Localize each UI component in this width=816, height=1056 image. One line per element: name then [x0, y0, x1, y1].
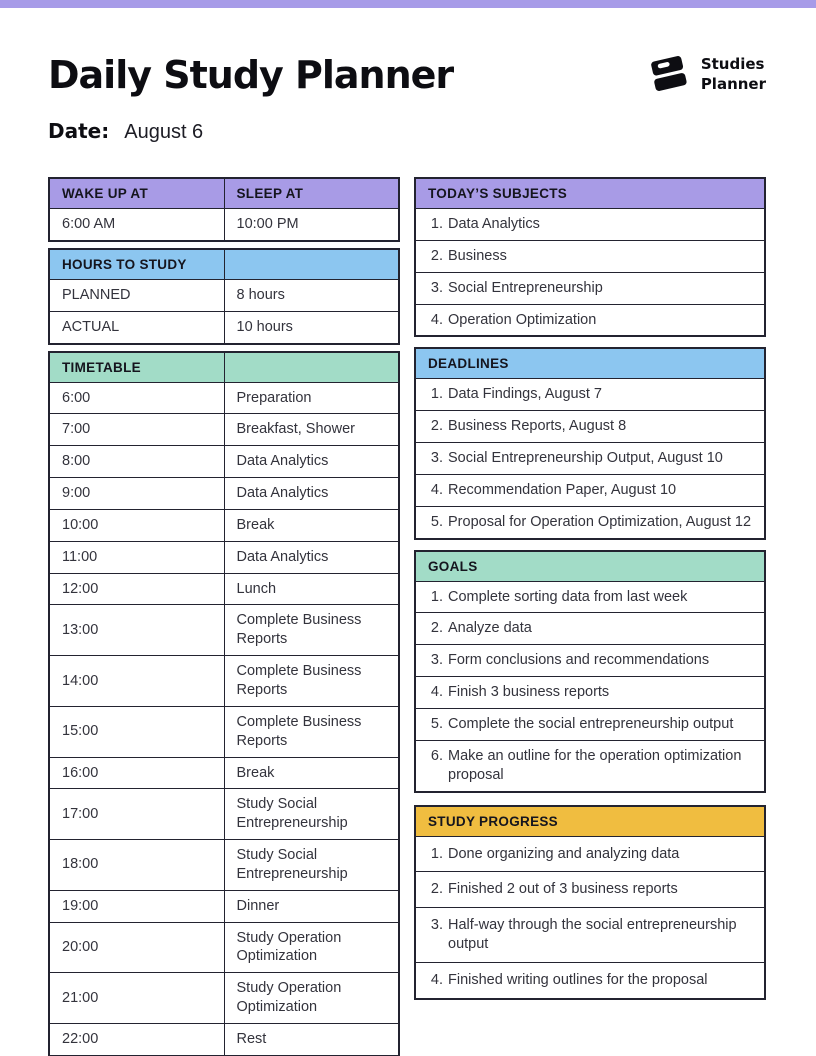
timetable-header-empty-cell	[224, 352, 399, 383]
list-item	[415, 677, 765, 709]
time-cell: 14:00	[49, 656, 224, 707]
hours-to-study-table	[48, 248, 400, 345]
time-cell: 12:00	[49, 573, 224, 605]
item-number: 2.	[430, 620, 443, 637]
table-row	[49, 509, 399, 541]
goals-table	[414, 550, 766, 793]
table-row	[49, 414, 399, 446]
item-text: Complete sorting data from last week	[448, 588, 688, 605]
right-column	[414, 177, 766, 1000]
item-number: 5.	[430, 715, 443, 732]
sleep-value: 10:00 PM	[224, 209, 399, 241]
item-text: Proposal for Operation Optimization, August 12	[448, 513, 752, 530]
actual-value: 10 hours	[224, 311, 399, 343]
list-item	[415, 411, 765, 443]
item-number: 3.	[430, 279, 443, 296]
table-row	[49, 382, 399, 414]
goals-header: GOALS	[415, 551, 765, 582]
study-progress-table	[414, 805, 766, 1000]
item-text: Finish 3 business reports	[448, 684, 610, 701]
table-row	[49, 209, 399, 241]
brand-name	[701, 55, 766, 94]
time-cell: 17:00	[49, 789, 224, 840]
list-item	[415, 304, 765, 336]
planner-body	[48, 177, 766, 1056]
time-cell: 9:00	[49, 478, 224, 510]
activity-cell: Study Operation Optimization	[224, 922, 399, 973]
table-row	[49, 973, 399, 1024]
list-item	[415, 708, 765, 740]
item-text: Analyze data	[448, 620, 532, 637]
list-item	[415, 740, 765, 791]
date-value: August 6	[124, 121, 204, 143]
item-number: 4.	[430, 971, 443, 988]
sleep-header: SLEEP AT	[224, 178, 399, 209]
activity-cell: Data Analytics	[224, 446, 399, 478]
item-text: Social Entrepreneurship	[448, 279, 603, 296]
activity-cell: Break	[224, 757, 399, 789]
activity-cell: Complete Business Reports	[224, 656, 399, 707]
item-text: Form conclusions and recommendations	[448, 652, 710, 669]
table-row	[49, 789, 399, 840]
item-text: Data Analytics	[448, 216, 540, 232]
activity-cell: Rest	[224, 1023, 399, 1055]
item-number: 1.	[430, 845, 443, 862]
item-number: 3.	[430, 652, 443, 669]
table-row	[49, 890, 399, 922]
time-cell: 7:00	[49, 414, 224, 446]
wake-up-value: 6:00 AM	[49, 209, 224, 241]
item-text: Finished 2 out of 3 business reports	[448, 881, 678, 898]
activity-cell: Study Social Entrepreneurship	[224, 840, 399, 891]
actual-label: ACTUAL	[49, 311, 224, 343]
table-row	[49, 706, 399, 757]
date-label: Date:	[48, 119, 110, 143]
time-cell: 20:00	[49, 922, 224, 973]
subjects-header: TODAY’S SUBJECTS	[415, 178, 765, 209]
planned-value: 8 hours	[224, 279, 399, 311]
item-number: 2.	[430, 418, 443, 435]
time-cell: 15:00	[49, 706, 224, 757]
item-text: Business	[448, 247, 507, 264]
time-cell: 22:00	[49, 1023, 224, 1055]
time-cell: 19:00	[49, 890, 224, 922]
list-item	[415, 908, 765, 963]
table-row	[49, 656, 399, 707]
item-number: 1.	[430, 588, 443, 605]
item-text: Data Findings, August 7	[448, 386, 602, 403]
list-item	[415, 379, 765, 411]
activity-cell: Dinner	[224, 890, 399, 922]
item-number: 4.	[430, 684, 443, 701]
activity-cell: Complete Business Reports	[224, 706, 399, 757]
list-item	[415, 474, 765, 506]
time-cell: 16:00	[49, 757, 224, 789]
list-item	[415, 645, 765, 677]
item-text: Finished writing outlines for the proposal	[448, 971, 708, 988]
time-cell: 11:00	[49, 541, 224, 573]
item-text: Complete the social entrepreneurship output	[448, 715, 734, 732]
table-row	[49, 757, 399, 789]
item-number: 6.	[430, 747, 443, 764]
wake-up-header: WAKE UP AT	[49, 178, 224, 209]
deadlines-table	[414, 347, 766, 539]
timetable-header: TIMETABLE	[49, 352, 224, 383]
planner-page	[0, 46, 816, 1056]
deadlines-header: DEADLINES	[415, 348, 765, 379]
list-item	[415, 272, 765, 304]
list-item	[415, 836, 765, 872]
page-header	[48, 46, 766, 103]
todays-subjects-table	[414, 177, 766, 337]
table-row	[49, 840, 399, 891]
activity-cell: Lunch	[224, 573, 399, 605]
time-cell: 21:00	[49, 973, 224, 1024]
activity-cell: Breakfast, Shower	[224, 414, 399, 446]
study-progress-header: STUDY PROGRESS	[415, 806, 765, 837]
table-row	[49, 279, 399, 311]
activity-cell: Study Operation Optimization	[224, 973, 399, 1024]
item-text: Done organizing and analyzing data	[448, 845, 680, 862]
time-cell: 8:00	[49, 446, 224, 478]
item-number: 3.	[430, 450, 443, 467]
brand-name-line1: Studies	[700, 55, 765, 73]
item-number: 1.	[430, 216, 443, 232]
brand-logo	[646, 46, 766, 103]
item-number: 5.	[430, 513, 443, 530]
table-row	[49, 311, 399, 343]
list-item	[415, 240, 765, 272]
list-item	[415, 506, 765, 538]
item-number: 2.	[430, 247, 443, 264]
time-cell: 13:00	[49, 605, 224, 656]
list-item	[415, 443, 765, 475]
list-item	[415, 581, 765, 613]
time-cell: 18:00	[49, 840, 224, 891]
top-accent-bar	[0, 0, 816, 8]
table-row	[49, 573, 399, 605]
activity-cell: Data Analytics	[224, 541, 399, 573]
item-number: 4.	[430, 311, 443, 328]
date-row	[48, 119, 766, 144]
time-cell: 10:00	[49, 509, 224, 541]
item-text: Social Entrepreneurship Output, August 10	[448, 450, 723, 467]
activity-cell: Study Social Entrepreneurship	[224, 789, 399, 840]
list-item	[415, 209, 765, 241]
hours-header-empty-cell	[224, 249, 399, 280]
table-row	[49, 446, 399, 478]
item-text: Operation Optimization	[448, 311, 597, 328]
wake-sleep-table	[48, 177, 400, 242]
books-icon	[646, 46, 692, 103]
table-row	[49, 478, 399, 510]
item-text: Business Reports, August 8	[448, 418, 627, 435]
brand-name-line2: Planner	[700, 74, 766, 93]
list-item	[415, 613, 765, 645]
activity-cell: Data Analytics	[224, 478, 399, 510]
item-number: 3.	[430, 917, 443, 934]
hours-header: HOURS TO STUDY	[49, 249, 224, 280]
activity-cell: Break	[224, 509, 399, 541]
item-number: 4.	[430, 481, 443, 498]
table-row	[49, 1023, 399, 1055]
item-text: Half-way through the social entrepreneurship output	[448, 917, 737, 953]
item-text: Make an outline for the operation optimization proposal	[448, 747, 742, 783]
item-text: Recommendation Paper, August 10	[448, 481, 677, 498]
table-row	[49, 922, 399, 973]
activity-cell: Complete Business Reports	[224, 605, 399, 656]
page-title: Daily Study Planner	[48, 52, 454, 97]
timetable-table	[48, 351, 400, 1056]
item-number: 1.	[430, 386, 443, 403]
table-row	[49, 605, 399, 656]
activity-cell: Preparation	[224, 382, 399, 414]
table-row	[49, 541, 399, 573]
planned-label: PLANNED	[49, 279, 224, 311]
item-number: 2.	[430, 881, 443, 898]
list-item	[415, 962, 765, 998]
list-item	[415, 872, 765, 908]
left-column	[48, 177, 400, 1056]
time-cell: 6:00	[49, 382, 224, 414]
